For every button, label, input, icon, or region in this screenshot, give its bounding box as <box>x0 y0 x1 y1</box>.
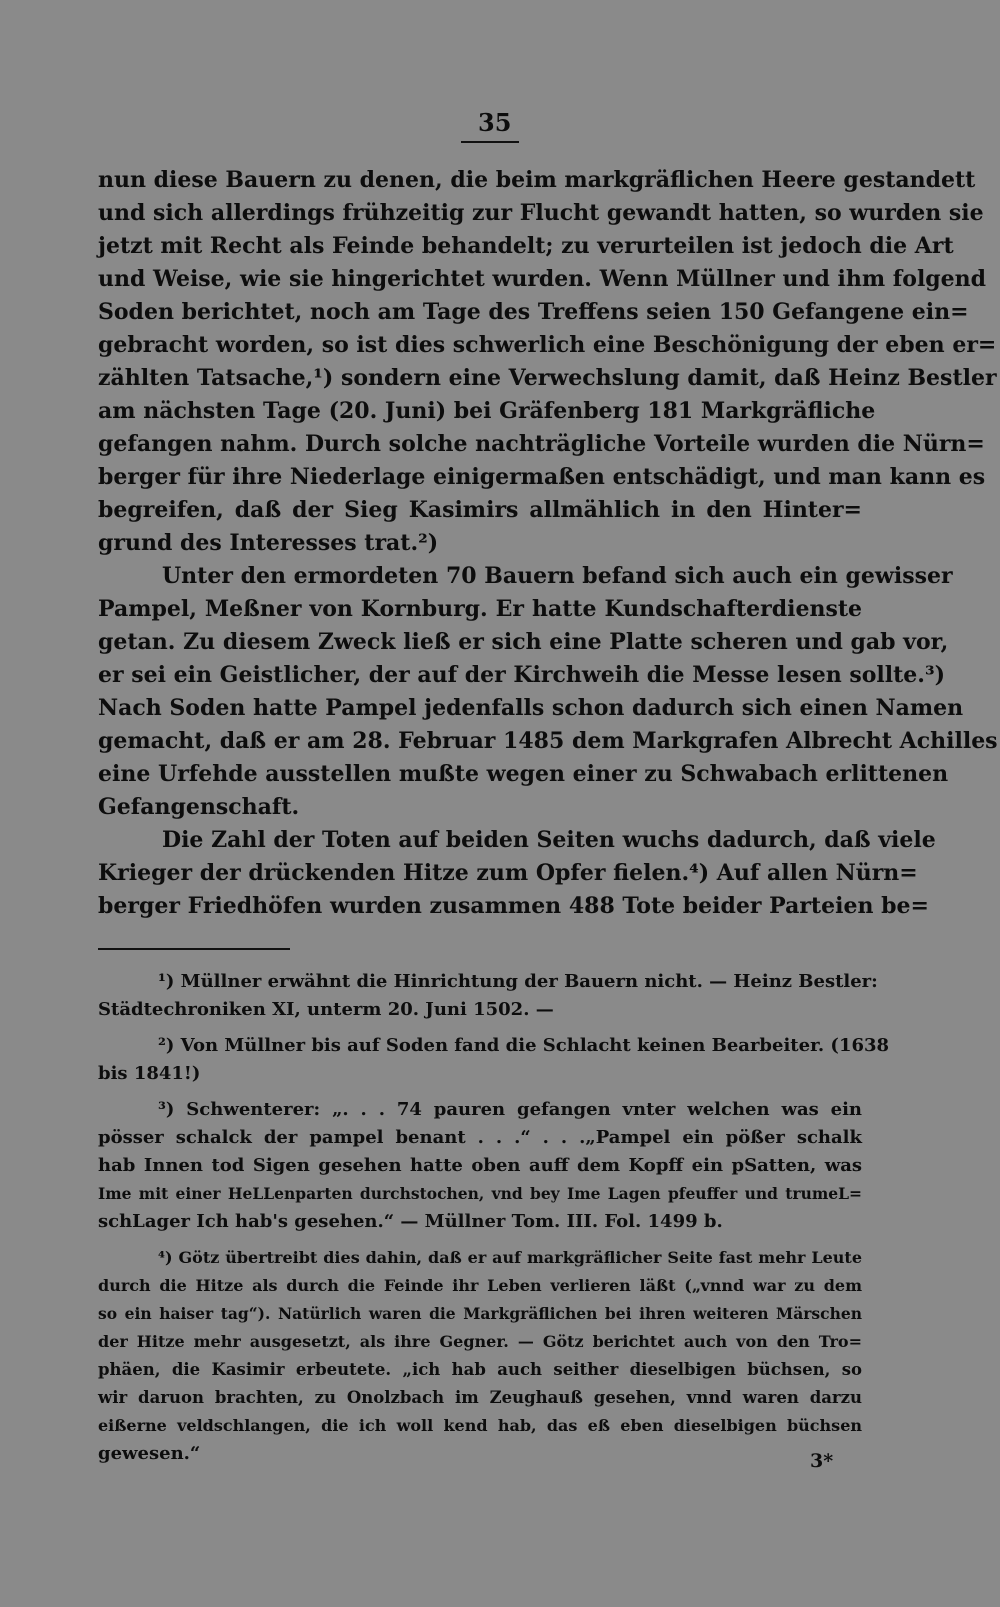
footnote-line: bis 1841!) <box>98 1063 201 1084</box>
text-line: Pampel, Meßner von Kornburg. Er hatte Kundschafterdienste <box>98 596 862 622</box>
text-line: berger Friedhöfen wurden zusammen 488 Tote beider Parteien be= <box>98 893 929 919</box>
footnote-rule <box>98 948 290 950</box>
footnote-line: wir daruon brachten, zu Onolzbach im Zeughauß gesehen, vnnd waren darzu <box>98 1388 862 1407</box>
text-line: und Weise, wie sie hingerichtet wurden. Wenn Müllner und ihm folgend <box>98 266 987 292</box>
text-line: am nächsten Tage (20. Juni) bei Gräfenberg 181 Markgräfliche <box>98 398 876 424</box>
text-line: er sei ein Geistlicher, der auf der Kirchweih die Messe lesen sollte.³) <box>98 662 945 688</box>
footnote-line: gewesen.“ <box>98 1443 201 1464</box>
text-line: Gefangenschaft. <box>98 794 300 820</box>
footnote-line: ²) Von Müllner bis auf Soden fand die Schlacht keinen Bearbeiter. (1638 <box>158 1035 890 1056</box>
footnote-line: pösser schalck der pampel benant . . .“ . . .„Pampel ein pößer schalk <box>98 1127 862 1148</box>
text-line: zählten Tatsache,¹) sondern eine Verwechslung damit, daß Heinz Bestler <box>98 365 997 391</box>
footnote-line: der Hitze mehr ausgesetzt, als ihre Gegner. — Götz berichtet auch von den Tro= <box>98 1332 862 1351</box>
footnote-line: durch die Hitze als durch die Feinde ihr Leben verlieren läßt („vnnd war zu dem <box>98 1276 862 1295</box>
signature-mark: 3* <box>810 1450 834 1472</box>
footnote-line: so ein haiser tag“). Natürlich waren die Markgräflichen bei ihren weiteren Märschen <box>98 1304 862 1323</box>
text-line: und sich allerdings frühzeitig zur Flucht gewandt hatten, so wurden sie <box>98 200 984 226</box>
text-line: gefangen nahm. Durch solche nachträgliche Vorteile wurden die Nürn= <box>98 431 985 457</box>
text-line: Soden berichtet, noch am Tage des Treffens seien 150 Gefangene ein= <box>98 299 969 325</box>
text-line: eine Urfehde ausstellen mußte wegen einer zu Schwabach erlittenen <box>98 761 949 787</box>
footnote-line: Städtechroniken XI, unterm 20. Juni 1502. — <box>98 999 554 1020</box>
footnote-line: hab Innen tod Sigen gesehen hatte oben auff dem Kopff ein pSatten, was <box>98 1155 862 1176</box>
text-line: berger für ihre Niederlage einigermaßen entschädigt, und man kann es <box>98 464 986 490</box>
footnote-line: ¹) Müllner erwähnt die Hinrichtung der Bauern nicht. — Heinz Bestler: <box>158 971 878 992</box>
footnote-line: schLager Ich hab's gesehen.“ — Müllner Tom. III. Fol. 1499 b. <box>98 1211 723 1232</box>
footnote-line: ³) Schwenterer: „. . . 74 pauren gefangen vnter welchen was ein <box>158 1099 862 1120</box>
text-line: Unter den ermordeten 70 Bauern befand sich auch ein gewisser <box>162 563 953 589</box>
footnote-line: eißerne veldschlangen, die ich woll kend hab, das eß eben dieselbigen büchsen <box>98 1416 862 1435</box>
text-line: gebracht worden, so ist dies schwerlich eine Beschönigung der eben er= <box>98 332 997 358</box>
text-line: getan. Zu diesem Zweck ließ er sich eine Platte scheren und gab vor, <box>98 629 949 655</box>
text-line: grund des Interesses trat.²) <box>98 530 439 556</box>
text-line: gemacht, daß er am 28. Februar 1485 dem Markgrafen Albrecht Achilles <box>98 728 998 754</box>
text-line: Krieger der drückenden Hitze zum Opfer fielen.⁴) Auf allen Nürn= <box>98 860 918 886</box>
footnote-line: phäen, die Kasimir erbeutete. „ich hab auch seither dieselbigen büchsen, so <box>98 1360 862 1379</box>
text-line: begreifen, daß der Sieg Kasimirs allmählich in den Hinter= <box>98 497 862 523</box>
text-line: nun diese Bauern zu denen, die beim markgräflichen Heere gestandett <box>98 167 976 193</box>
text-line: jetzt mit Recht als Feinde behandelt; zu verurteilen ist jedoch die Art <box>98 233 954 259</box>
page-number-rule <box>461 141 519 143</box>
text-line: Die Zahl der Toten auf beiden Seiten wuchs dadurch, daß viele <box>162 827 936 853</box>
page-number: 35 <box>478 108 512 137</box>
main-text <box>98 164 998 923</box>
footnotes <box>98 968 890 1468</box>
footnote-line: ⁴) Götz übertreibt dies dahin, daß er auf markgräflicher Seite fast mehr Leute <box>158 1248 862 1267</box>
text-line: Nach Soden hatte Pampel jedenfalls schon dadurch sich einen Namen <box>98 695 964 721</box>
footnote-line: Ime mit einer HeLLenparten durchstochen, vnd bey Ime Lagen pfeuffer und trumeL= <box>98 1184 862 1203</box>
